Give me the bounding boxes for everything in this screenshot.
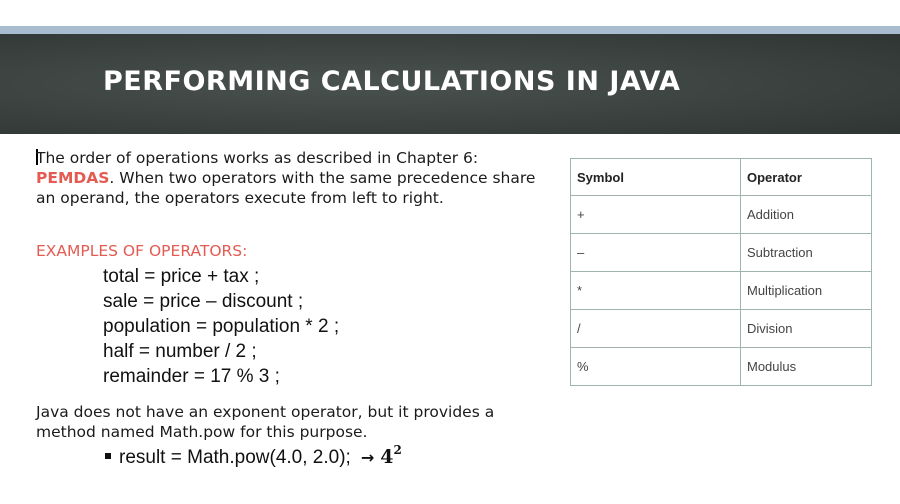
operator-table: [570, 158, 872, 386]
pow-code: result = Math.pow(4.0, 2.0);: [119, 447, 351, 468]
operator-cell: Subtraction: [741, 234, 872, 272]
table-header-row: [571, 159, 872, 196]
right-arrow-icon: →: [360, 448, 375, 467]
examples-heading: EXAMPLES OF OPERATORS:: [36, 242, 248, 260]
operator-cell: Multiplication: [741, 272, 872, 310]
operator-cell: Division: [741, 310, 872, 348]
operator-cell: Addition: [741, 196, 872, 234]
header-symbol: Symbol: [571, 159, 741, 196]
top-stripe: [0, 0, 900, 26]
exponent-note: Java does not have an exponent operator, but it provides a method named Math.pow for this purpose.: [36, 403, 495, 441]
pemdas-highlight: PEMDAS: [36, 169, 110, 187]
symbol-cell: *: [571, 272, 741, 310]
pow-example: [105, 443, 402, 469]
example-line: sale = price – discount ;: [103, 291, 304, 312]
table-row: [571, 196, 872, 234]
slide-title: PERFORMING CALCULATIONS IN JAVA: [103, 66, 681, 97]
intro-text-start: The order of operations works as described in Chapter 6:: [36, 149, 479, 167]
table-row: [571, 348, 872, 386]
example-line: total = price + tax ;: [103, 266, 260, 287]
accent-bar: [0, 26, 900, 34]
symbol-cell: %: [571, 348, 741, 386]
intro-text-end: . When two operators with the same precedence share an operand, the operators execute from left to right.: [36, 169, 536, 207]
intro-paragraph: [36, 148, 536, 208]
header-operator: Operator: [741, 159, 872, 196]
example-line: remainder = 17 % 3 ;: [103, 366, 280, 387]
symbol-cell: –: [571, 234, 741, 272]
table-row: [571, 272, 872, 310]
operator-cell: Modulus: [741, 348, 872, 386]
square-bullet-icon: [105, 453, 111, 459]
table-row: [571, 234, 872, 272]
pow-exponent: 2: [393, 443, 402, 457]
example-line: half = number / 2 ;: [103, 341, 257, 362]
operator-examples-list: [103, 264, 339, 389]
table-row: [571, 310, 872, 348]
symbol-cell: +: [571, 196, 741, 234]
pow-base: 4: [380, 446, 394, 468]
example-line: population = population * 2 ;: [103, 316, 340, 337]
pow-result: [380, 443, 402, 468]
symbol-cell: /: [571, 310, 741, 348]
